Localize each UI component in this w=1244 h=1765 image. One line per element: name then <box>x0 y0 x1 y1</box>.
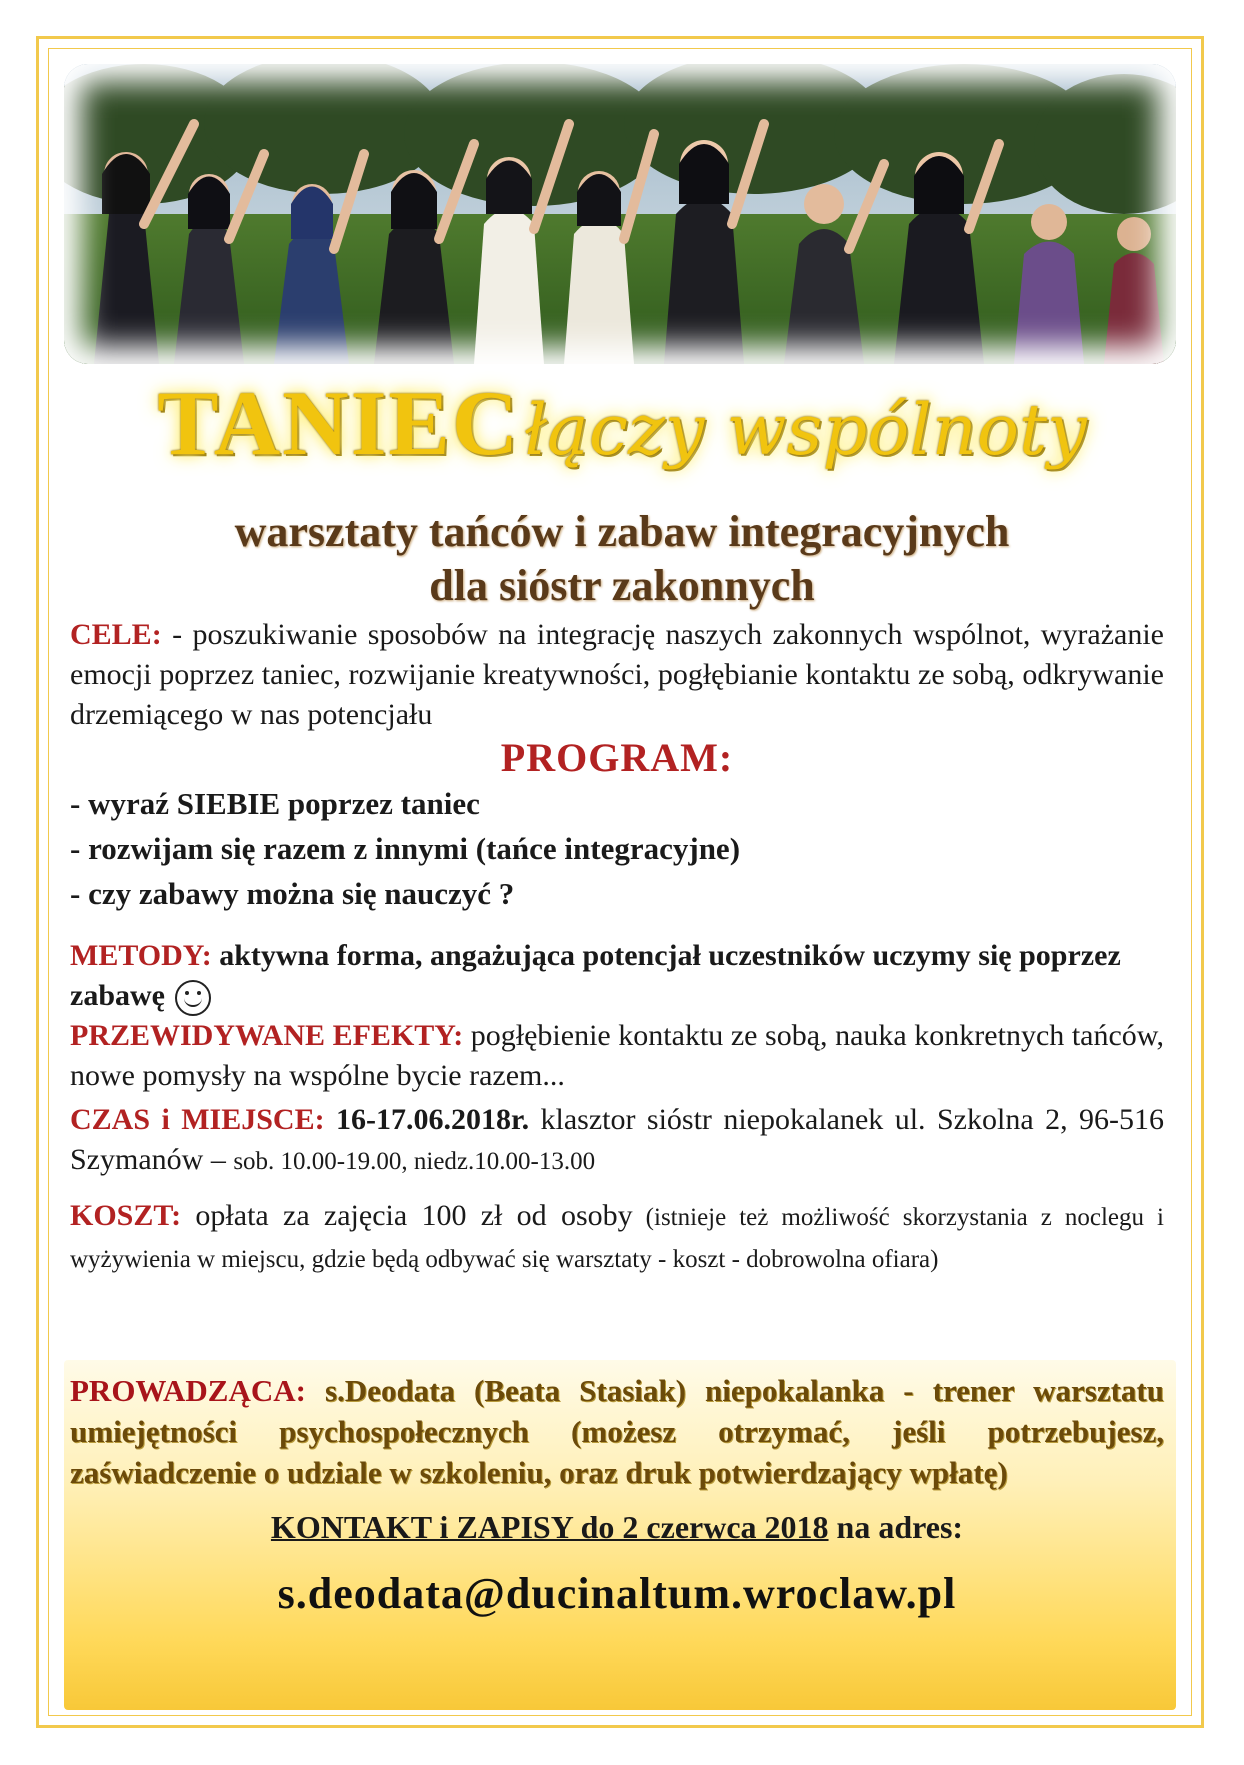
subtitle-line-2: dla sióstr zakonnych <box>429 561 815 610</box>
program-list <box>70 781 1164 916</box>
kontakt-rest: na adres: <box>828 1509 964 1545</box>
title-script: łączy wspólnoty <box>524 389 1087 471</box>
title-taniec: TANIEC <box>157 372 521 474</box>
dancing-nuns-photo <box>64 64 1176 364</box>
poster-content <box>70 615 1164 1280</box>
cele-text: - poszukiwanie sposobów na integrację naszych zakonnych wspólnot, wyrażanie emocji poprzez taniec, rozwijanie kreatywności, pogłębianie kontaktu ze sobą, odkrywanie drzemiącego w nas potencjału <box>70 618 1164 731</box>
kontakt-underlined: KONTAKT i ZAPISY do 2 czerwca 2018 <box>270 1509 829 1545</box>
kontakt-line <box>70 1509 1164 1546</box>
metody-section <box>70 936 1164 1016</box>
program-item: - wyraź SIEBIE poprzez taniec <box>70 786 480 821</box>
czas-date: 16-17.06.2018r. <box>324 1103 530 1137</box>
efekty-text: pogłębienie kontaktu ze sobą, nauka konkretnych tańców, nowe pomysły na wspólne bycie razem... <box>70 1019 1165 1093</box>
cele-label: CELE: <box>70 618 162 651</box>
contact-email[interactable]: s.deodata@ducinaltum.wroclaw.pl <box>277 1569 957 1618</box>
poster-subtitle <box>0 505 1244 613</box>
metody-text: aktywna forma, angażująca potencjał uczestników uczymy się poprzez zabawę <box>70 939 1121 1012</box>
subtitle-line-1: warsztaty tańców i zabaw integracyjnych <box>234 507 1010 556</box>
program-item: - czy zabawy można się nauczyć ? <box>70 876 515 911</box>
smiley-icon <box>175 980 211 1016</box>
koszt-section <box>70 1196 1164 1280</box>
prowadzaca-content <box>70 1370 1164 1619</box>
prowadzaca-section <box>70 1370 1164 1493</box>
czas-hours: sob. 10.00-19.00, niedz.10.00-13.00 <box>233 1148 596 1176</box>
program-heading: PROGRAM: <box>500 735 734 780</box>
prowadzaca-label: PROWADZĄCA: <box>70 1373 306 1408</box>
czas-place: klasztor sióstr niepokalanek ul. Szkolna 2, 96-516 Szymanów – <box>70 1103 1164 1177</box>
koszt-note: (istnieje też możliwość skorzystania z noclegu i wyżywienia w miejscu, gdzie będą odbywać się warsztaty - koszt - dobrowolna ofiara) <box>70 1204 1164 1274</box>
koszt-label: KOSZT: <box>70 1199 182 1233</box>
prowadzaca-text: s.Deodata (Beata Stasiak) niepokalanka - trener warsztatu umiejętności psychospołecznych (możesz otrzymać, jeśli potrzebujesz, zaświadczenie o udziale w szkoleniu, oraz druk potwierdzający wpłatę) <box>70 1373 1164 1490</box>
koszt-text: opłata za zajęcia 100 zł od osoby <box>181 1199 633 1233</box>
metody-label: METODY: <box>70 939 212 972</box>
cele-section <box>70 615 1164 735</box>
efekty-section <box>70 1016 1164 1096</box>
czas-label: CZAS i MIEJSCE: <box>70 1103 325 1137</box>
program-item: - rozwijam się razem z innymi (tańce integracyjne) <box>70 831 741 866</box>
poster-title <box>0 370 1244 476</box>
czas-section <box>70 1100 1164 1182</box>
efekty-label: PRZEWIDYWANE EFEKTY: <box>70 1019 464 1053</box>
